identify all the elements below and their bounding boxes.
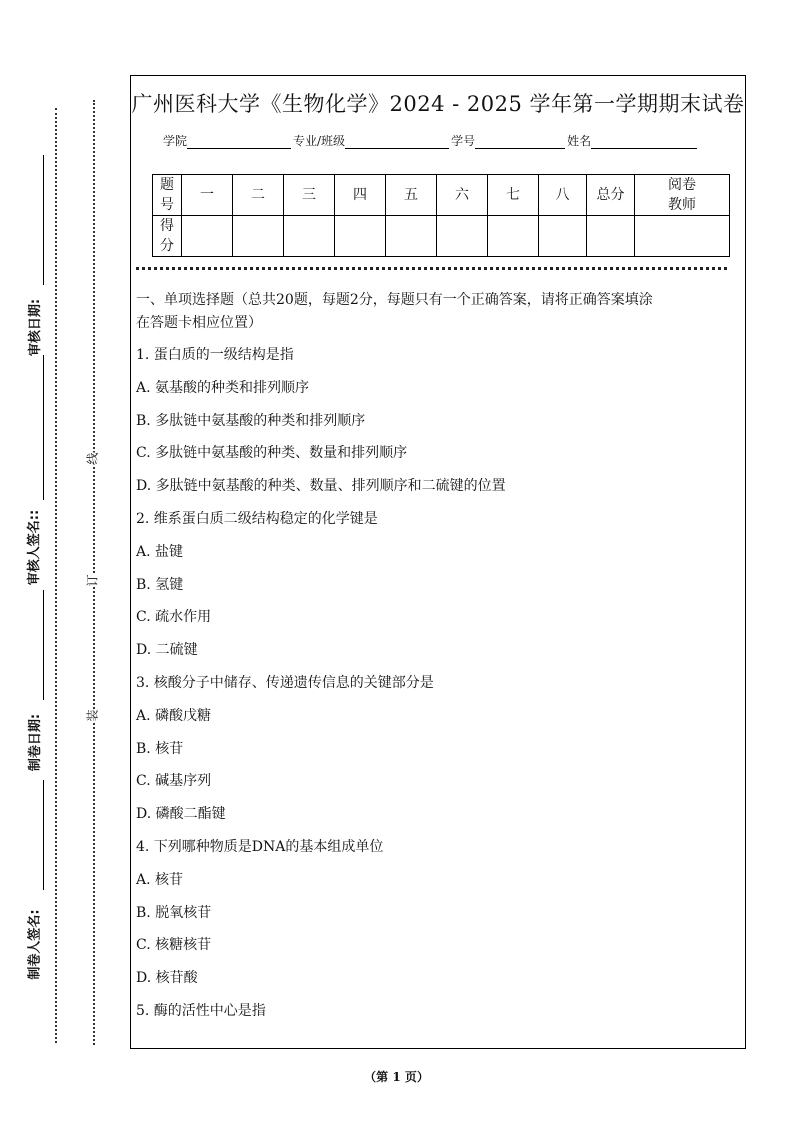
student-id-label: 学号 bbox=[451, 134, 476, 148]
name-field[interactable] bbox=[591, 134, 697, 149]
answer-option: A. 核苷 bbox=[136, 871, 184, 888]
paper-date-label: 制卷日期: bbox=[28, 713, 44, 772]
score-cell[interactable] bbox=[284, 216, 335, 257]
major-field[interactable] bbox=[345, 134, 449, 149]
column-header: 四 bbox=[335, 175, 386, 216]
column-header: 三 bbox=[284, 175, 335, 216]
column-header: 五 bbox=[386, 175, 437, 216]
binding-dotted-line bbox=[93, 100, 95, 1045]
score-table bbox=[152, 174, 730, 257]
answer-option: B. 多肽链中氨基酸的种类和排列顺序 bbox=[136, 412, 366, 429]
cell-label: 题 bbox=[160, 177, 174, 193]
cell-label: 号 bbox=[160, 197, 174, 213]
column-header: 六 bbox=[437, 175, 488, 216]
score-cell[interactable] bbox=[335, 216, 386, 257]
answer-option: C. 疏水作用 bbox=[136, 609, 212, 626]
answer-option: C. 核糖核苷 bbox=[136, 937, 212, 954]
score-cell[interactable] bbox=[386, 216, 437, 257]
cell-label: 教师 bbox=[668, 197, 696, 213]
score-cell[interactable] bbox=[587, 216, 635, 257]
signature-line bbox=[43, 155, 44, 285]
cell-label: 阅卷 bbox=[668, 177, 696, 193]
major-label: 专业/班级 bbox=[293, 134, 346, 148]
review-date-label: 审核日期: bbox=[28, 298, 44, 357]
score-cell[interactable] bbox=[182, 216, 233, 257]
answer-option: D. 多肽链中氨基酸的种类、数量、排列顺序和二硫键的位置 bbox=[136, 478, 506, 495]
answer-option: B. 脱氧核苷 bbox=[136, 904, 212, 921]
question-stem: 1. 蛋白质的一级结构是指 bbox=[136, 347, 294, 363]
dotted-separator bbox=[136, 267, 727, 270]
answer-option: B. 氢键 bbox=[136, 576, 184, 593]
question-stem: 3. 核酸分子中储存、传递遗传信息的关键部分是 bbox=[136, 675, 434, 691]
binding-mark-fold: 订 bbox=[82, 574, 103, 586]
score-cell[interactable] bbox=[437, 216, 488, 257]
outer-dotted-line bbox=[55, 108, 57, 1043]
score-cell[interactable] bbox=[539, 216, 587, 257]
maker-signature-label: 制卷人签名: bbox=[27, 909, 43, 980]
question-stem: 2. 维系蛋白质二级结构稳定的化学键是 bbox=[136, 511, 378, 527]
cell-label: 得 bbox=[160, 218, 174, 234]
column-header: 二 bbox=[233, 175, 284, 216]
name-label: 姓名 bbox=[567, 134, 592, 148]
answer-option: C. 多肽链中氨基酸的种类、数量和排列顺序 bbox=[136, 445, 408, 462]
reviewer-signature-label: 审核人签名:: bbox=[27, 509, 43, 586]
cell-label: 分 bbox=[160, 238, 174, 254]
question-stem: 4. 下列哪种物质是DNA的基本组成单位 bbox=[136, 839, 384, 855]
answer-option: D. 磷酸二酯键 bbox=[136, 806, 226, 823]
question-stem: 5. 酶的活性中心是指 bbox=[136, 1003, 266, 1019]
answer-option: A. 盐键 bbox=[136, 543, 184, 560]
signature-line bbox=[43, 355, 44, 500]
exam-frame bbox=[130, 75, 746, 1049]
college-field[interactable] bbox=[187, 134, 291, 149]
answer-option: A. 氨基酸的种类和排列顺序 bbox=[136, 379, 310, 396]
signature-line bbox=[43, 780, 44, 890]
score-cell[interactable] bbox=[488, 216, 539, 257]
binding-mark-line: 线 bbox=[82, 452, 103, 464]
column-header: 七 bbox=[488, 175, 539, 216]
answer-option: B. 核苷 bbox=[136, 740, 184, 757]
answer-option: D. 二硫键 bbox=[136, 642, 198, 659]
student-id-field[interactable] bbox=[475, 134, 565, 149]
score-cell[interactable] bbox=[233, 216, 284, 257]
column-header: 八 bbox=[539, 175, 587, 216]
student-info bbox=[163, 132, 699, 149]
column-header: 总分 bbox=[587, 175, 635, 216]
exam-title: 广州医科大学《生物化学》2024 - 2025 学年第一学期期末试卷 bbox=[131, 92, 745, 116]
score-cell[interactable] bbox=[635, 216, 730, 257]
answer-option: D. 核苷酸 bbox=[136, 970, 198, 987]
section-heading: 一、单项选择题（总共20题，每题2分，每题只有一个正确答案，请将正确答案填涂 在答题卡相应位置） bbox=[136, 292, 653, 331]
college-label: 学院 bbox=[163, 134, 188, 148]
answer-option: C. 碱基序列 bbox=[136, 773, 212, 790]
page-number: （第 1 页） bbox=[364, 1070, 429, 1084]
column-header: 一 bbox=[182, 175, 233, 216]
answer-option: A. 磷酸戊糖 bbox=[136, 707, 212, 724]
signature-line bbox=[43, 590, 44, 700]
binding-mark-bind: 装 bbox=[82, 709, 103, 721]
